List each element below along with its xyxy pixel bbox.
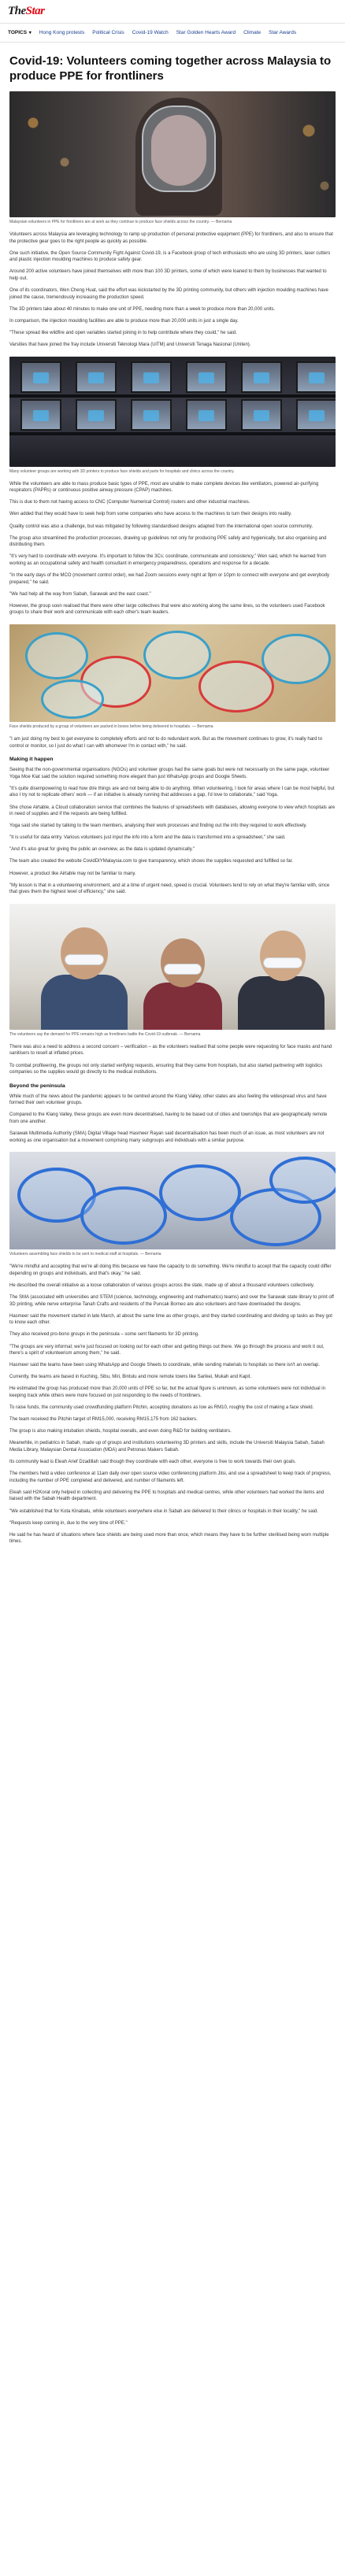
photo-printer bbox=[131, 361, 172, 393]
paragraph: Seeing that the non-governmental organisations (NGOs) and volunteer groups had the same goals but were not necessarily on the same page, volunteer Yoga Moe Kiat said the solution required something more elegant than just WhatsApp groups and Google Sheets. bbox=[9, 768, 330, 779]
paragraph: He described the overall initiative as a loose collaboration of various groups across the state, made up of about a thousand volunteers collectively. bbox=[9, 1282, 315, 1288]
photo-volunteer-face-shield[interactable] bbox=[9, 91, 336, 217]
paragraph: To raise funds, the community used crowdfunding platform Pitchin, accepting donations as low as RM10, roughly the cost of making a face shield. bbox=[9, 1405, 314, 1411]
page-end-spacer bbox=[9, 1550, 336, 1556]
photo-printer bbox=[296, 361, 336, 393]
paragraph: This is due to them not having access to CNC (Computer Numerical Control) routers and other industrial machines. bbox=[9, 500, 250, 505]
photo-shelf bbox=[9, 394, 336, 398]
photo-printer bbox=[20, 399, 61, 431]
paragraph: "I am just doing my best to get everyone to completely efforts and not to do redundant work. But as the movement continues to grow, it's really hard to control or monitor, so I just do what I can with whomever I'm in contact with," he said. bbox=[9, 736, 323, 749]
photo-shelf bbox=[9, 432, 336, 435]
paragraph: The group also streamlined the production processes, drawing up guidelines not only for producing PPE safely and hygienically, but also organising and distributing them. bbox=[9, 535, 327, 548]
paragraph: However, a product like Airtable may not be familiar to many. bbox=[9, 871, 136, 876]
photo-person-body bbox=[143, 983, 222, 1030]
photo-shield bbox=[80, 1186, 167, 1245]
photo-person-head bbox=[260, 931, 306, 981]
paragraph: The team received the Pitchin target of RM15,000, receiving RM15,175 from 162 backers. bbox=[9, 1417, 198, 1423]
logo-main: Star bbox=[25, 5, 45, 17]
paragraph: "We're mindful and accepting that we're all doing this because we have the capacity to do something. We're mindful to accept that the capacity could differ depending on groups and individuals, and that's okay," he said. bbox=[9, 1264, 332, 1276]
paragraph: Compared to the Klang Valley, these groups are even more decentralised, having to be based out of cities and townships that are geographically remote from one another. bbox=[9, 1112, 328, 1124]
photo-person-body bbox=[41, 975, 128, 1030]
photo-printer bbox=[76, 361, 117, 393]
photo-shield bbox=[159, 1164, 241, 1221]
topics-bar bbox=[0, 24, 345, 43]
article-section bbox=[9, 481, 336, 616]
article-section bbox=[9, 1083, 336, 1145]
photo-shield bbox=[198, 661, 274, 712]
photo-person-body bbox=[238, 976, 325, 1030]
article-section bbox=[9, 1044, 336, 1076]
topic-link[interactable]: Hong Kong protests bbox=[39, 30, 85, 35]
article-figure bbox=[9, 91, 336, 225]
photo-masked-volunteers[interactable] bbox=[9, 904, 336, 1030]
article-figure bbox=[9, 357, 336, 475]
photo-person-head bbox=[61, 927, 108, 979]
paragraph: Volunteers across Malaysia are leveraging technology to ramp up production of personal protective equipment (PPE) for frontliners, and also to ensure that the protective gear goes to the right people as quickly as possible. bbox=[9, 232, 333, 244]
paragraph: They also received pro-bono groups in the peninsula – some sent filaments for 3D printing. bbox=[9, 1332, 199, 1338]
photo-printer bbox=[131, 399, 172, 431]
article bbox=[0, 43, 345, 1556]
article-figure bbox=[9, 624, 336, 730]
paragraph: "It's quite disempowering to read how dire things are and not being able to do anything. When volunteering, I look for areas where I can be most helpful, but also I try not to replicate others' work — if an initiative is already running that addresses a gap, I'd love to collaborate," said Yoga. bbox=[9, 786, 335, 798]
photo-printer bbox=[186, 361, 227, 393]
paragraph: "In the early days of the MCO (movement control order), we had Zoom sessions every night at 9pm or 10pm to connect with everyone and get everybody prepared," he said. bbox=[9, 572, 329, 585]
photo-mask bbox=[164, 964, 202, 975]
topics-label: TOPICS bbox=[8, 30, 28, 35]
section-heading: Making it happen bbox=[9, 757, 54, 763]
photo-3d-printers[interactable] bbox=[9, 357, 336, 467]
paragraph: "We established that for Kota Kinabalu, while volunteers everywhere else in Sabah are delivered to their clinics or hospitals in their locality," he said. bbox=[9, 1508, 318, 1514]
paragraph: The members held a video conference at 11am daily over open source video conferencing platform Jitsi, and use a spreadsheet to keep track of progress, including the number of PPE completed and delivered, and number of filaments left. bbox=[9, 1471, 332, 1483]
paragraph: While much of the news about the pandemic appears to be centred around the Klang Valley, other states are also feeling the widespread virus and have formed their own volunteer groups. bbox=[9, 1094, 327, 1106]
photo-caption: Volunteers assembling face shields to be sent to medical staff at hospitals. — Bernama bbox=[9, 1252, 161, 1257]
photo-shield bbox=[143, 631, 211, 679]
paragraph: Hasmeer said the movement started in late March, at about the same time as other groups, and they started coordinating and dividing up tasks as they got to know each other. bbox=[9, 1313, 332, 1326]
article-section bbox=[9, 1264, 336, 1545]
paragraph: Around 200 active volunteers have joined themselves with more than 100 3D printers, some of which were loaned to them by businesses that wanted to help out. bbox=[9, 269, 327, 281]
paragraph: The team also created the website CovidDIYMalaysia.com to give transparency, which shows the supplies requested and fulfilled so far. bbox=[9, 859, 294, 864]
paragraph: Meanwhile, in pediatrics in Sabah, made up of groups and institutions volunteering 3D printers and skills, include the Universiti Malaysia Sabah, Sabah Media Library, Malaysian Dental Association (MDA) and Petronas Makers Sabah. bbox=[9, 1441, 325, 1453]
photo-printer bbox=[241, 399, 282, 431]
topic-link[interactable]: Star Awards bbox=[269, 30, 297, 35]
article-headline: Covid-19: Volunteers coming together across Malaysia to produce PPE for frontliners bbox=[9, 54, 332, 83]
topic-link[interactable]: Star Golden Hearts Award bbox=[176, 30, 236, 35]
paragraph: "And it's also great for giving the public an overview, as the data is updated dynamically." bbox=[9, 847, 195, 853]
paragraph: He said he has heard of situations where face shields are being used more than once, which means they have to be further sterilised being worn multiple times. bbox=[9, 1532, 329, 1545]
photo-caption: The volunteers say the demand for PPE remains high as frontliners battle the Covid-19 outbreak. — Bernama bbox=[9, 1031, 201, 1037]
paragraph: He estimated the group has produced more than 20,000 units of PPE so far, but the actual figure is unknown, as some volunteers were not individual in keeping track while others were more focused on just responding to the needs of frontliners. bbox=[9, 1386, 325, 1398]
paragraph: One of its coordinators, Wen Cheng Huat, said the effort was kickstarted by the 3D printing community, but others with injection moulding machines have joined the cause, tremendously increasing the production speed. bbox=[9, 288, 328, 300]
paragraph: "Requests keep coming in, due to the very time of PPE." bbox=[9, 1520, 128, 1526]
topic-link[interactable]: Covid-19 Watch bbox=[132, 30, 169, 35]
paragraph: "The groups are very informal; we're just focused on looking out for each other and getting things out there. We go through the process and work it out, there's a spirit of volunteerism among them," he said. bbox=[9, 1344, 325, 1356]
photo-caption: Many volunteer groups are working with 3D printers to produce face shields and parts for hospitals and clinics across the country. bbox=[9, 468, 235, 474]
paragraph: While the volunteers are able to mass produce basic types of PPE, most are unable to make complete devices like ventilators, powered air-purifying respirators (PAPRs) or continuous positive airway pressure (CPAP) machines. bbox=[9, 481, 319, 494]
paragraph: The SMA (associated with universities and STEM (science, technology, engineering and mathematics) teams) and over the Sarawak state library to print off 3D printing, while nerve enterprise Tanah Crafts and residents of the Puncak Borneo are also volunteers and have downloaded the designs. bbox=[9, 1295, 334, 1307]
chevron-down-icon: ▾ bbox=[28, 31, 32, 35]
photo-caption: Face shields produced by a group of volunteers are packed in boxes before being delivered to hospitals. — Bernama bbox=[9, 724, 213, 729]
paragraph: To combat profiteering, the groups not only started verifying requests, ensuring that they came from hospitals, but also started partnering with logistics companies so the supplies would go directly to the medical institutions. bbox=[9, 1063, 323, 1075]
logo-prefix: The bbox=[8, 5, 26, 17]
paragraph: She chose Airtable, a Cloud collaboration service that combines the features of spreadsheets with databases, allowing everyone to view which hospitals are in need of supplies and if the requests are being fulfilled. bbox=[9, 805, 336, 817]
paragraph: However, the group soon realised that there were other large collectives that were also working along the same lines, so the volunteers used Facebook groups to share their work and communicate with each other's team leaders. bbox=[9, 603, 325, 616]
paragraph: The 3D printers take about 40 minutes to make one unit of PPE, needing more than a week to produce more than 20,000 units. bbox=[9, 306, 276, 312]
paragraph: In comparison, the injection moulding facilities are able to produce more than 20,000 units in just a single day. bbox=[9, 318, 239, 324]
paragraph: Currently, the teams are based in Kuching, Sibu, Miri, Bintulu and more remote towns like Sarikei, Mukah and Kapit. bbox=[9, 1375, 252, 1380]
photo-caption: Malaysian volunteers in PPE for frontliners are at work as they continue to produce face shields across the country. — Bernama bbox=[9, 220, 232, 224]
paragraph: Eleah said H2Korat only helped in collecting and delivering the PPE to hospitals and medical centres, while other volunteers had worked the items and liaised with the Sabah Health department. bbox=[9, 1490, 325, 1502]
paragraph: "We had help all the way from Sabah, Sarawak and the east coast." bbox=[9, 591, 151, 597]
paragraph: Hasmeer said the teams have been using WhatsApp and Google Sheets to coordinate, while sending materials to hospitals so there isn't an overlap. bbox=[9, 1363, 321, 1368]
article-section bbox=[9, 231, 336, 349]
photo-shield bbox=[262, 634, 331, 684]
paragraph: "My lesson is that in a volunteering environment, and at a time of urgent need, speed is crucial. Volunteers tend to rely on what they're familiar with, since that gives them the highest level of efficiency," she said. bbox=[9, 883, 330, 895]
photo-printer bbox=[186, 399, 227, 431]
photo-shield bbox=[269, 1157, 336, 1204]
topic-link[interactable]: Political Crisis bbox=[92, 30, 124, 35]
topics-menu-button[interactable] bbox=[8, 30, 32, 35]
paragraph: The group is also making intubation shields, hospital overalls, and even doing R&D for building ventilators. bbox=[9, 1429, 232, 1434]
photo-mask bbox=[65, 954, 104, 965]
paragraph: Sarawak Multimedia Authority (SMA) Digital Village head Hasmeer Rayan said decentralisation has been much of an issue, as most volunteers are not working as one organisation but a movement comprising many subgroups and individuals with a similar purpose. bbox=[9, 1131, 325, 1143]
photo-printer bbox=[296, 399, 336, 431]
photo-printer bbox=[20, 361, 61, 393]
photo-face-shields-boxed[interactable] bbox=[9, 624, 336, 722]
paragraph: Varsities that have joined the fray include Universiti Teknologi Mara (UiTM) and Universiti Tenaga Nasional (Uniten). bbox=[9, 342, 251, 348]
paragraph: "It is useful for data entry. Various volunteers just input the info into a form and the data is transformed into a spreadsheet," she said. bbox=[9, 835, 286, 841]
paragraph: Its community lead is Eleah Arief Dzadillah said though they coordinate with each other, everyone is free to work towards their own goals. bbox=[9, 1460, 296, 1465]
paragraph: One such initiative, the Open Source Community Fight Against Covid-19, is a Facebook group of tech enthusiasts who are using 3D printers, laser cutters and plastic injection moulding machines to produce safety gear. bbox=[9, 250, 331, 263]
photo-face-shield bbox=[142, 105, 216, 192]
photo-blue-face-shields[interactable] bbox=[9, 1152, 336, 1249]
site-header bbox=[0, 0, 345, 24]
paragraph: Yoga said she started by talking to the team members, analysing their work processes and finding out the info they required to work effectively. bbox=[9, 824, 307, 829]
site-logo[interactable] bbox=[8, 5, 45, 18]
article-figure bbox=[9, 904, 336, 1038]
photo-person-head bbox=[161, 938, 205, 987]
paragraph: "These spread like wildfire and open variables started joining in to help contribute where they could," he said. bbox=[9, 330, 237, 335]
topic-link[interactable]: Climate bbox=[243, 30, 262, 35]
section-heading: Beyond the peninsula bbox=[9, 1083, 65, 1089]
paragraph: There was also a need to address a second concern – verification – as the volunteers realised that some people were requesting for face masks and hand sanitisers to resell at inflated prices. bbox=[9, 1044, 332, 1057]
article-section bbox=[9, 757, 336, 896]
photo-printer bbox=[76, 399, 117, 431]
paragraph: Quality control was also a challenge, but was mitigated by following standardised designs adapted from the international open source community. bbox=[9, 524, 313, 529]
photo-printer bbox=[241, 361, 282, 393]
photo-mask bbox=[263, 957, 302, 968]
photo-shield bbox=[41, 679, 104, 719]
paragraph: Wen added that they would have to seek help from some companies who have access to the machines to turn their designs into reality. bbox=[9, 512, 292, 517]
photo-shield bbox=[25, 632, 88, 679]
article-figure bbox=[9, 1152, 336, 1257]
paragraph: "It's very hard to coordinate with everyone. It's important to follow the 3Cs: coordinate, communicate and consistency," Wen said, which he learned from working as an occupational safety and health consultant in emergency preparedness, operations and response for a decade. bbox=[9, 554, 327, 566]
article-section bbox=[9, 736, 336, 749]
